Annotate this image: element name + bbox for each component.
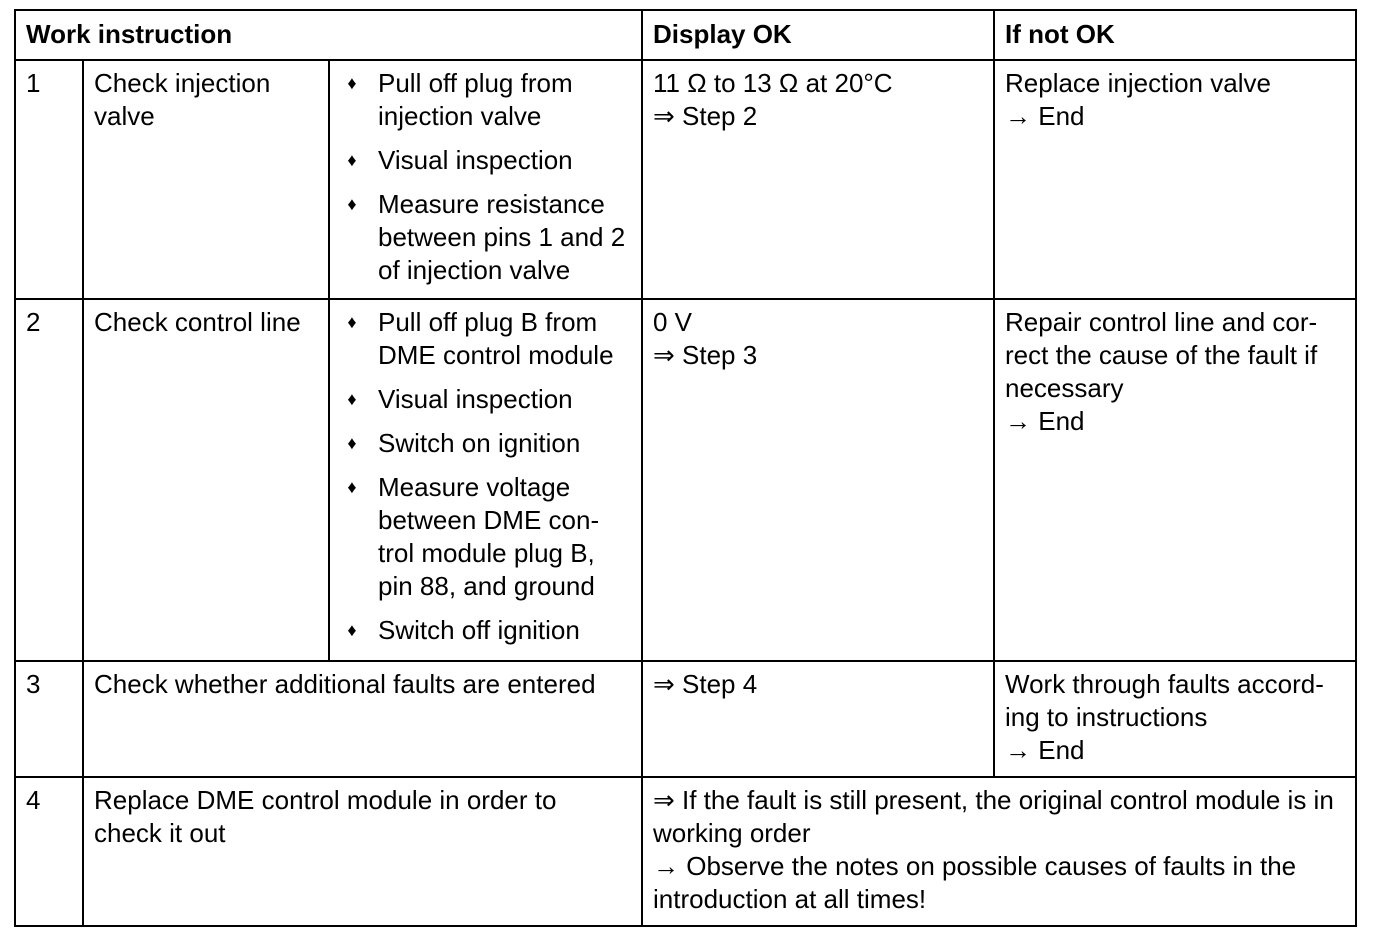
table-row (15, 60, 1356, 299)
end-marker: → End (1005, 406, 1085, 436)
diamond-bullet-icon: ♦ (347, 194, 357, 214)
header-work-instruction: Work instruction (15, 10, 642, 60)
list-item: ♦ Visual inspection (340, 144, 631, 177)
not-ok-cell (994, 661, 1356, 777)
header-row (15, 10, 1356, 60)
step-number: 2 (15, 299, 83, 661)
diamond-bullet-icon: ♦ (347, 477, 357, 497)
procedure-list (340, 67, 631, 287)
task-cell: Check whether additional faults are entered (83, 661, 642, 777)
procedure-cell (329, 299, 642, 661)
diamond-bullet-icon: ♦ (347, 433, 357, 453)
list-item: ♦ Switch off ignition (340, 614, 631, 647)
ok-value: 0 V (653, 307, 693, 337)
remedy-text: Replace injection valve (1005, 68, 1271, 98)
display-ok-cell (642, 777, 1356, 926)
display-ok-cell (642, 299, 994, 661)
list-item: ♦ Measure resistance between pins 1 and 2 of injection valve (340, 188, 631, 287)
header-if-not-ok: If not OK (994, 10, 1356, 60)
diamond-bullet-icon: ♦ (347, 620, 357, 640)
diamond-bullet-icon: ♦ (347, 389, 357, 409)
list-item: ♦ Visual inspection (340, 383, 631, 416)
end-marker: → End (1005, 735, 1085, 765)
next-step: ⇒ Step 2 (653, 101, 758, 131)
step-number: 1 (15, 60, 83, 299)
list-item: ♦ Pull off plug from injection valve (340, 67, 631, 133)
end-marker: → End (1005, 101, 1085, 131)
table-row (15, 777, 1356, 926)
not-ok-cell (994, 299, 1356, 661)
work-instruction-table (14, 9, 1357, 927)
observe-note: → Observe the notes on possible causes of faults in the introduction at all times! (653, 851, 1297, 914)
step-number: 4 (15, 777, 83, 926)
header-display-ok: Display OK (642, 10, 994, 60)
list-item: ♦ Measure voltage between DME con-trol module plug B, pin 88, and ground (340, 471, 631, 603)
display-ok-cell (642, 60, 994, 299)
next-step: ⇒ Step 3 (653, 340, 758, 370)
remedy-text: Work through faults accord-ing to instructions (1005, 669, 1324, 732)
step-number: 3 (15, 661, 83, 777)
procedure-cell (329, 60, 642, 299)
task-cell: Check injection valve (83, 60, 329, 299)
remedy-text: Repair control line and cor-rect the cause of the fault if necessary (1005, 307, 1318, 403)
diamond-bullet-icon: ♦ (347, 73, 357, 93)
list-item: ♦ Switch on ignition (340, 427, 631, 460)
next-step: ⇒ Step 4 (653, 669, 758, 699)
task-cell: Replace DME control module in order to check it out (83, 777, 642, 926)
display-ok-cell (642, 661, 994, 777)
table-row (15, 661, 1356, 777)
not-ok-cell (994, 60, 1356, 299)
ok-value: 11 Ω to 13 Ω at 20°C (653, 68, 893, 98)
ok-note: ⇒ If the fault is still present, the original control module is in working order (653, 785, 1334, 848)
list-item: ♦ Pull off plug B from DME control module (340, 306, 631, 372)
task-cell: Check control line (83, 299, 329, 661)
table-row (15, 299, 1356, 661)
diamond-bullet-icon: ♦ (347, 150, 357, 170)
procedure-list (340, 306, 631, 647)
diamond-bullet-icon: ♦ (347, 312, 357, 332)
